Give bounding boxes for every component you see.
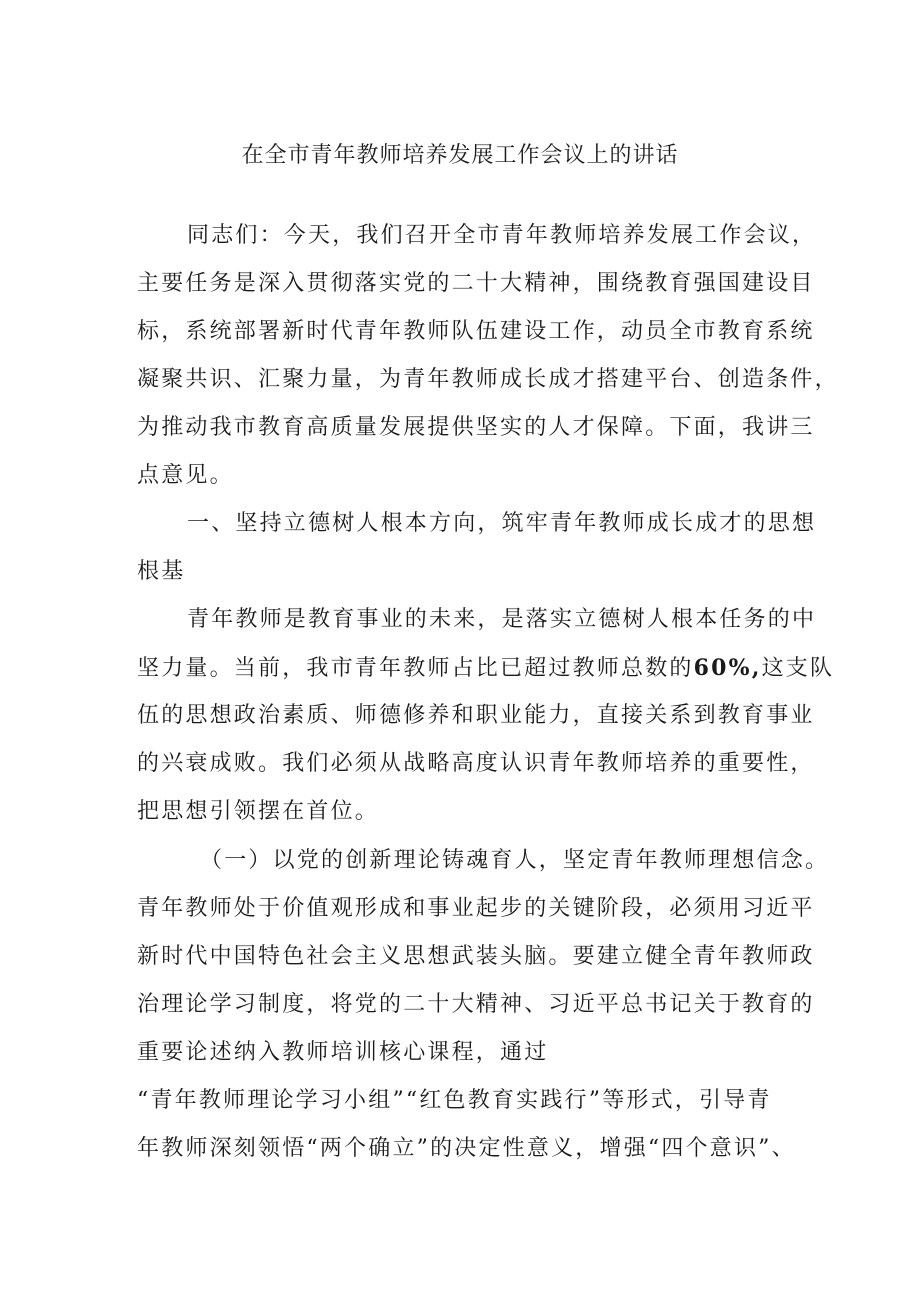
- paragraph-line-5: 为推动我市教育高质量发展提供坚实的人才保障。下面，我讲三: [137, 415, 815, 440]
- section-heading-line-1: 一、坚持立德树人根本方向，筑牢青年教师成长成才的思想: [187, 511, 817, 536]
- paragraph-line-2: 主要任务是深入贯彻落实党的二十大精神，围绕教育强国建设目: [137, 271, 815, 296]
- paragraph-line-6: 点意见。: [137, 463, 234, 488]
- paragraph-line-12: 的兴衰成败。我们必须从战略高度认识青年教师培养的重要性，: [137, 751, 815, 776]
- subsection-line-6: “青年教师理论学习小组”“红色教育实践行”等形式，引导青: [137, 1088, 772, 1113]
- document-title: 在全市青年教师培养发展工作会议上的讲话: [241, 143, 679, 168]
- paragraph-line-11: 伍的思想政治素质、师德修养和职业能力，直接关系到教育事业: [137, 703, 815, 728]
- percent-figure: 60%,: [693, 655, 762, 681]
- paragraph-line-4: 凝聚共识、汇聚力量，为青年教师成长成才搭建平台、创造条件，: [137, 367, 839, 392]
- paragraph-line-13: 把思想引领摆在首位。: [137, 799, 380, 824]
- paragraph-line-10: [137, 652, 834, 685]
- subsection-line-5: 重要论述纳入教师培训核心课程，通过: [137, 1040, 549, 1065]
- section-heading-line-2: 根基: [137, 559, 186, 584]
- subsection-line-1: （一）以党的创新理论铸魂育人，坚定青年教师理想信念。: [200, 848, 830, 873]
- paragraph-line-10-text: 坚力量。当前，我市青年教师占比已超过教师总数的: [137, 656, 694, 681]
- paragraph-line-10-tail: 这支队: [761, 656, 835, 681]
- subsection-line-3: 新时代中国特色社会主义思想武装头脑。要建立健全青年教师政: [137, 944, 815, 969]
- subsection-line-7: 年教师深刻领悟“两个确立”的决定性意义，增强“四个意识”、: [137, 1136, 796, 1161]
- paragraph-line-1: 同志们：今天，我们召开全市青年教师培养发展工作会议，: [187, 223, 817, 248]
- paragraph-line-9: 青年教师是教育事业的未来，是落实立德树人根本任务的中: [187, 607, 817, 632]
- paragraph-line-3: 标，系统部署新时代青年教师队伍建设工作，动员全市教育系统: [137, 319, 815, 344]
- subsection-line-4: 治理论学习制度，将党的二十大精神、习近平总书记关于教育的: [137, 992, 815, 1017]
- subsection-line-2: 青年教师处于价值观形成和事业起步的关键阶段，必须用习近平: [137, 896, 815, 921]
